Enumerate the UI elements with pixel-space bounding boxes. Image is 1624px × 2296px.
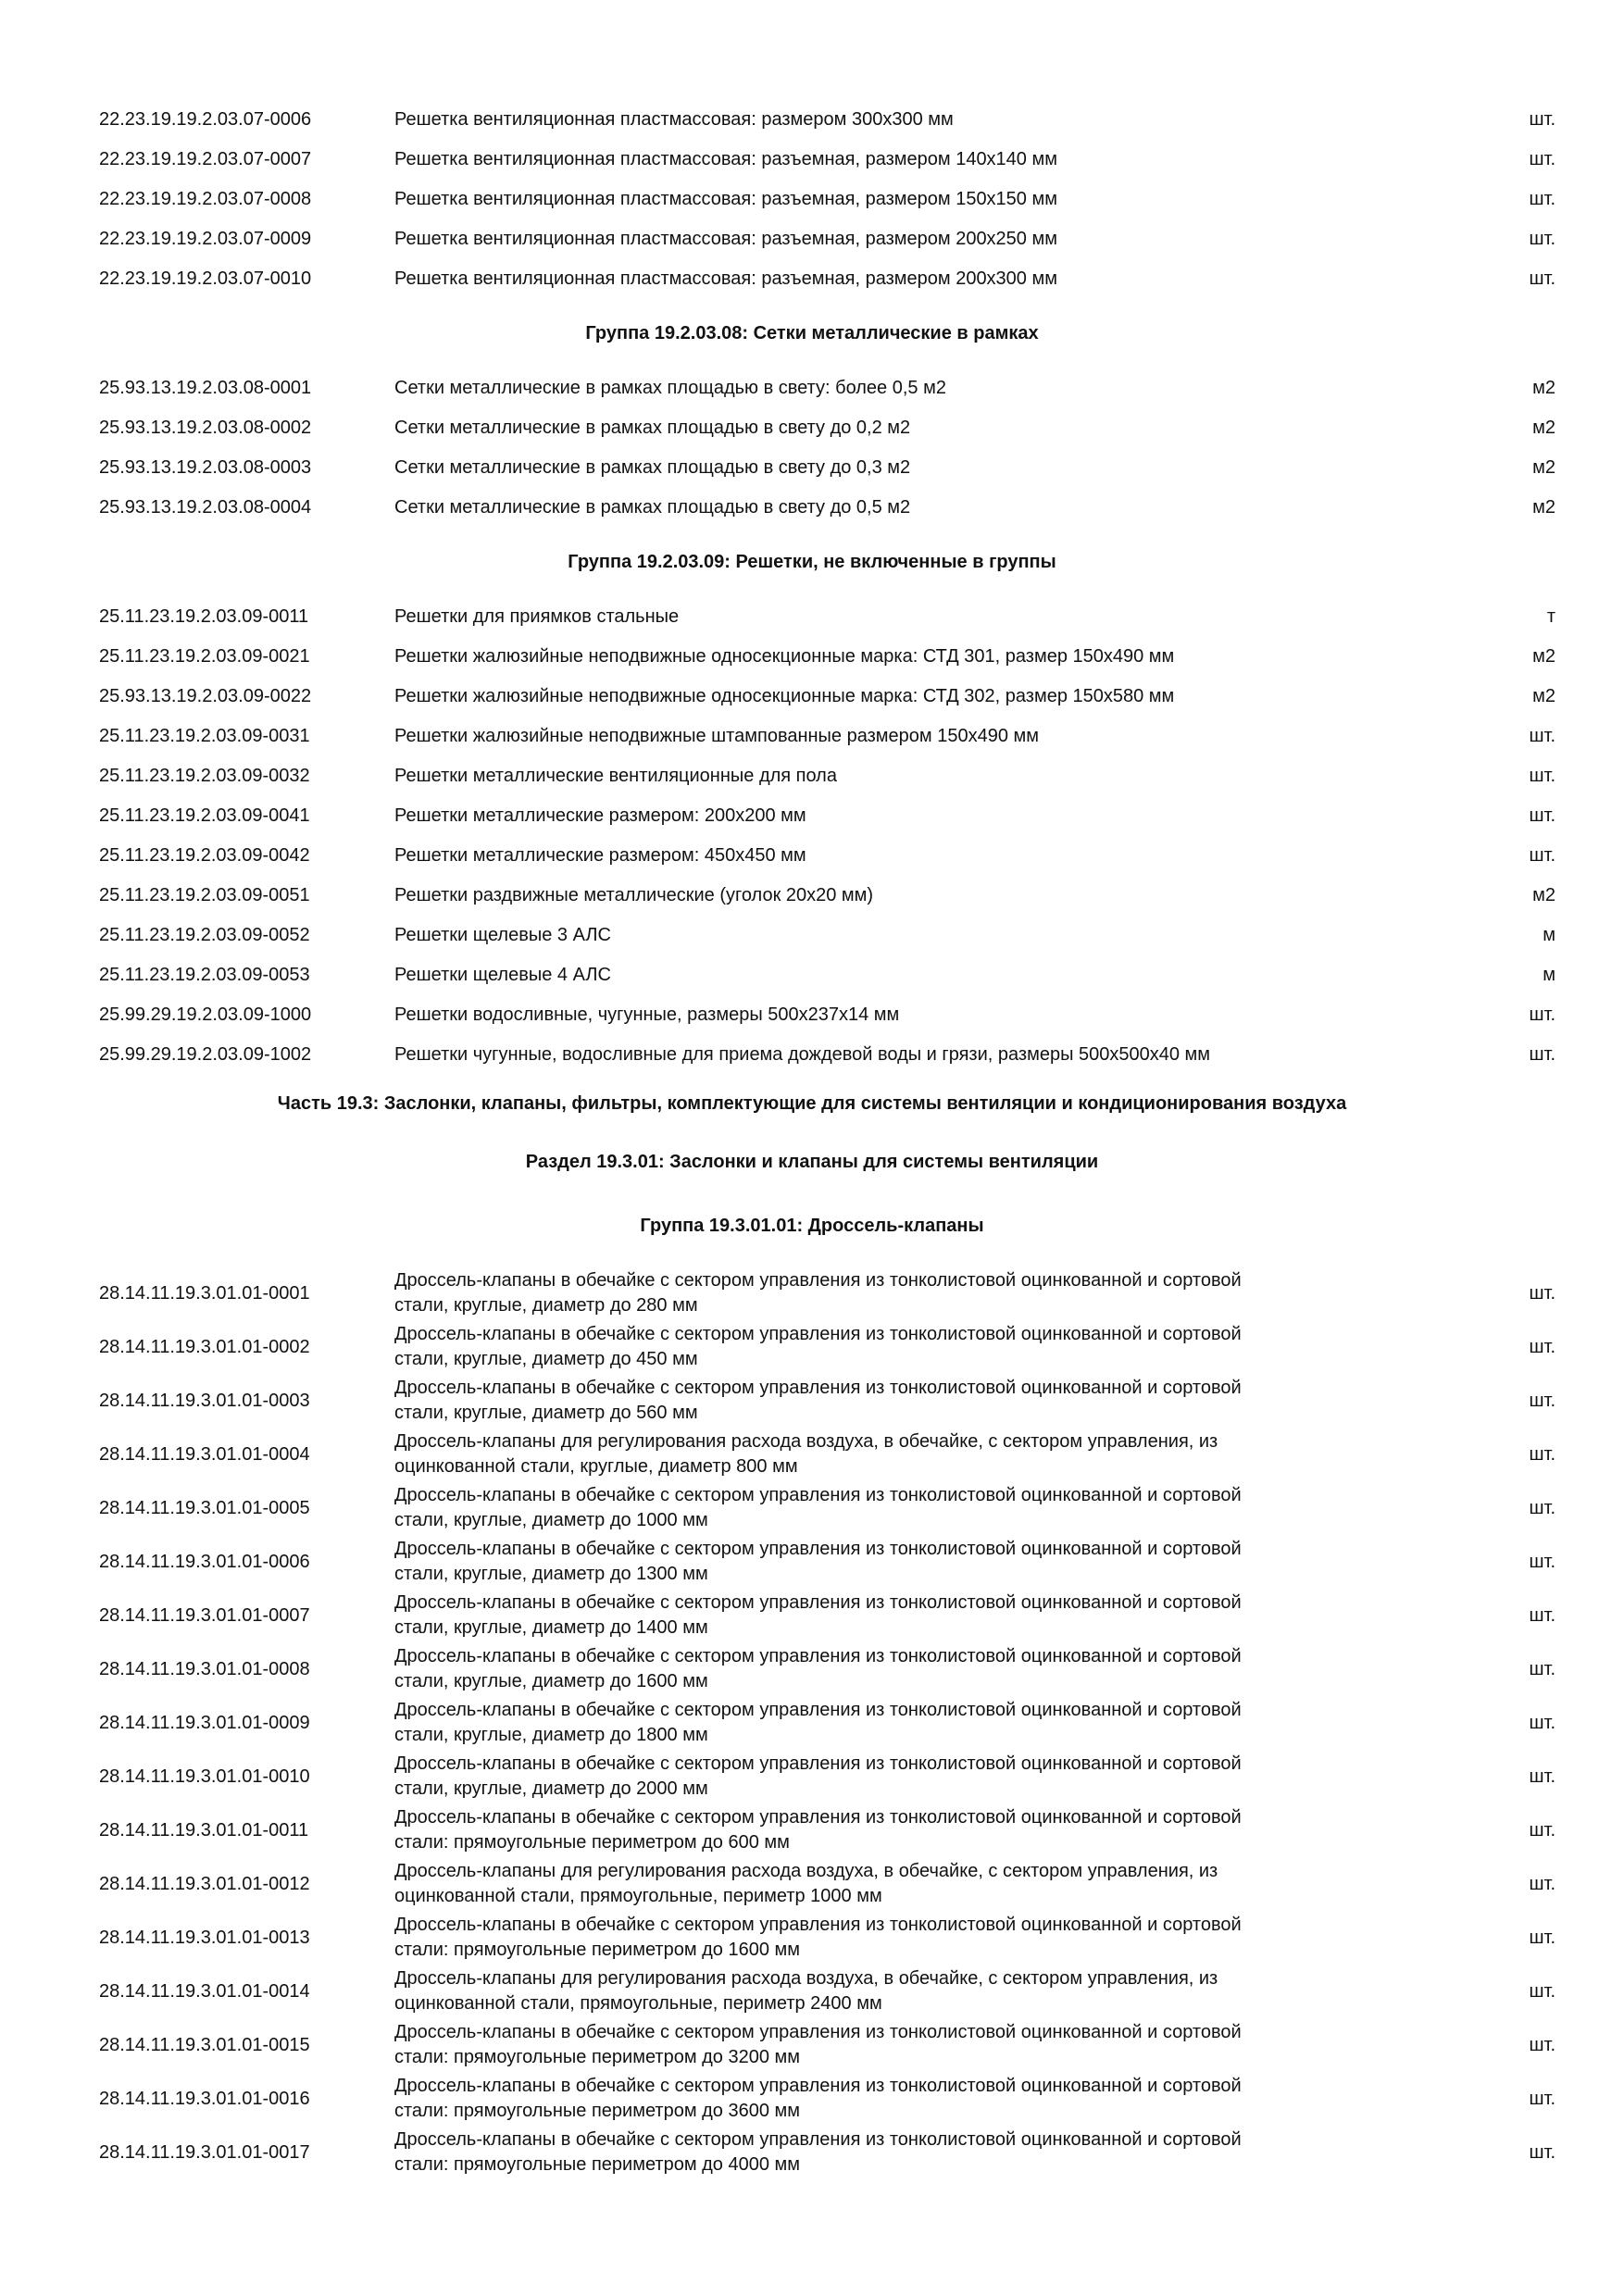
item-unit: шт. <box>1529 1497 1555 1518</box>
item-name-line2: стали: прямоугольные периметром до 1600 мм <box>394 1940 801 1960</box>
item-name-line2: стали, круглые, диаметр до 1300 мм <box>394 1564 708 1584</box>
item-unit: шт. <box>1529 229 1555 249</box>
item-unit: шт. <box>1529 1712 1555 1733</box>
item-name <box>394 1859 1376 1909</box>
item-name-line1: Дроссель-клапаны в обечайке с сектором управления из тонколистовой оцинкованной и сортовой <box>394 1485 1242 1505</box>
item-code: 22.23.19.19.2.03.07-0006 <box>99 109 312 130</box>
item-name-line1: Дроссель-клапаны в обечайке с сектором управления из тонколистовой оцинкованной и сортовой <box>394 1270 1242 1291</box>
table-row <box>0 836 1624 876</box>
item-code: 28.14.11.19.3.01.01-0014 <box>99 1980 310 2002</box>
item-code: 28.14.11.19.3.01.01-0008 <box>99 1658 310 1679</box>
item-unit: м2 <box>1532 418 1555 438</box>
item-code: 28.14.11.19.3.01.01-0002 <box>99 1336 310 1357</box>
item-code: 25.11.23.19.2.03.09-0041 <box>99 805 310 826</box>
item-unit: шт. <box>1529 1390 1555 1411</box>
item-code: 28.14.11.19.3.01.01-0009 <box>99 1712 310 1733</box>
item-unit: шт. <box>1529 726 1555 746</box>
part-heading-19-3: Часть 19.3: Заслонки, клапаны, фильтры, комплектующие для системы вентиляции и кондиционирования воздуха <box>277 1093 1347 1114</box>
item-name-line1: Дроссель-клапаны в обечайке с сектором управления из тонколистовой оцинкованной и сортовой <box>394 1753 1242 1774</box>
item-name: Решетка вентиляционная пластмассовая: разъемная, размером 150х150 мм <box>394 189 1057 209</box>
item-code: 28.14.11.19.3.01.01-0005 <box>99 1497 310 1518</box>
table-row <box>0 876 1624 916</box>
item-name-line2: оцинкованной стали, прямоугольные, периметр 2400 мм <box>394 1993 882 2014</box>
rows-block-group-19-3-01-01 <box>0 1267 1624 2179</box>
item-unit: шт. <box>1529 1873 1555 1894</box>
item-code: 25.93.13.19.2.03.09-0022 <box>99 686 312 706</box>
item-unit: м2 <box>1532 378 1555 398</box>
item-name-line1: Дроссель-клапаны для регулирования расхода воздуха, в обечайке, с сектором управления, из <box>394 1861 1218 1881</box>
item-name <box>394 1537 1376 1587</box>
item-name <box>394 1644 1376 1694</box>
table-row <box>0 955 1624 995</box>
table-row <box>0 916 1624 955</box>
item-code: 25.99.29.19.2.03.09-1002 <box>99 1044 312 1065</box>
item-code: 25.11.23.19.2.03.09-0011 <box>99 606 309 627</box>
item-code: 28.14.11.19.3.01.01-0007 <box>99 1604 310 1626</box>
rows-block-group-19-2-03-09 <box>0 597 1624 1075</box>
table-row <box>0 1428 1624 1481</box>
item-name <box>394 1913 1376 1963</box>
item-name <box>394 1591 1376 1641</box>
item-code: 28.14.11.19.3.01.01-0003 <box>99 1390 310 1411</box>
item-name <box>394 1322 1376 1372</box>
item-code: 25.99.29.19.2.03.09-1000 <box>99 1004 312 1025</box>
item-code: 25.93.13.19.2.03.08-0004 <box>99 497 312 518</box>
item-code: 28.14.11.19.3.01.01-0006 <box>99 1551 310 1572</box>
item-name-line1: Дроссель-клапаны в обечайке с сектором управления из тонколистовой оцинкованной и сортовой <box>394 1915 1242 1935</box>
item-name-line2: стали, круглые, диаметр до 1600 мм <box>394 1671 708 1691</box>
item-name-line2: оцинкованной стали, прямоугольные, периметр 1000 мм <box>394 1886 882 1906</box>
item-name: Сетки металлические в рамках площадью в свету: более 0,5 м2 <box>394 378 946 398</box>
item-name: Сетки металлические в рамках площадью в свету до 0,2 м2 <box>394 418 911 438</box>
item-unit: шт. <box>1529 149 1555 169</box>
table-row <box>0 1267 1624 1320</box>
item-name: Решетки для приямков стальные <box>394 606 680 627</box>
item-unit: шт. <box>1529 268 1555 289</box>
item-name <box>394 1376 1376 1426</box>
item-unit: м <box>1543 925 1555 945</box>
item-code: 25.11.23.19.2.03.09-0031 <box>99 726 310 746</box>
group-heading-19-2-03-08: Группа 19.2.03.08: Сетки металлические в рамках <box>585 323 1039 343</box>
item-code: 28.14.11.19.3.01.01-0011 <box>99 1819 309 1841</box>
table-row <box>0 1965 1624 2018</box>
item-name <box>394 1966 1376 2016</box>
table-row <box>0 100 1624 140</box>
item-unit: шт. <box>1529 766 1555 786</box>
item-name-line1: Дроссель-клапаны в обечайке с сектором управления из тонколистовой оцинкованной и сортовой <box>394 1539 1242 1559</box>
item-code: 25.11.23.19.2.03.09-0052 <box>99 925 310 945</box>
item-name-line1: Дроссель-клапаны для регулирования расхода воздуха, в обечайке, с сектором управления, из <box>394 1431 1218 1452</box>
item-unit: м2 <box>1532 457 1555 478</box>
item-unit: м2 <box>1532 497 1555 518</box>
item-code: 28.14.11.19.3.01.01-0016 <box>99 2088 310 2109</box>
item-name: Решетки щелевые 3 АЛС <box>394 925 611 945</box>
section-heading-19-3-01: Раздел 19.3.01: Заслонки и клапаны для системы вентиляции <box>525 1152 1099 1172</box>
item-unit: шт. <box>1529 109 1555 130</box>
item-name: Решетка вентиляционная пластмассовая: разъемная, размером 140х140 мм <box>394 149 1057 169</box>
item-unit: м2 <box>1532 686 1555 706</box>
item-name-line1: Дроссель-клапаны в обечайке с сектором управления из тонколистовой оцинкованной и сортовой <box>394 1700 1242 1720</box>
table-row <box>0 2018 1624 2072</box>
rows-block-group-19-2-03-08 <box>0 368 1624 528</box>
item-name: Решетки металлические вентиляционные для пола <box>394 766 837 786</box>
item-code: 25.11.23.19.2.03.09-0053 <box>99 965 310 985</box>
table-row <box>0 180 1624 219</box>
item-name-line2: стали, круглые, диаметр до 280 мм <box>394 1295 698 1316</box>
item-code: 22.23.19.19.2.03.07-0008 <box>99 189 312 209</box>
table-row <box>0 677 1624 717</box>
item-name-line1: Дроссель-клапаны для регулирования расхода воздуха, в обечайке, с сектором управления, из <box>394 1968 1218 1989</box>
item-name <box>394 1268 1376 1318</box>
rows-block-group-19-2-03-07 <box>0 100 1624 299</box>
group-heading-19-2-03-09: Группа 19.2.03.09: Решетки, не включенные в группы <box>568 552 1056 572</box>
item-name-line2: стали: прямоугольные периметром до 4000 мм <box>394 2154 801 2175</box>
item-name-line2: оцинкованной стали, круглые, диаметр 800 мм <box>394 1456 798 1477</box>
item-code: 28.14.11.19.3.01.01-0004 <box>99 1443 310 1465</box>
table-row <box>0 1911 1624 1965</box>
table-row <box>0 1750 1624 1803</box>
item-name-line1: Дроссель-клапаны в обечайке с сектором управления из тонколистовой оцинкованной и сортовой <box>394 2076 1242 2096</box>
item-name-line1: Дроссель-клапаны в обечайке с сектором управления из тонколистовой оцинкованной и сортовой <box>394 1646 1242 1666</box>
item-code: 22.23.19.19.2.03.07-0009 <box>99 229 312 249</box>
table-row <box>0 140 1624 180</box>
item-name-line1: Дроссель-клапаны в обечайке с сектором управления из тонколистовой оцинкованной и сортовой <box>394 1807 1242 1828</box>
item-name <box>394 1805 1376 1855</box>
table-row <box>0 1535 1624 1589</box>
item-unit: т <box>1546 606 1555 627</box>
item-unit: шт. <box>1529 1336 1555 1357</box>
item-name <box>394 1429 1376 1479</box>
table-row <box>0 796 1624 836</box>
item-name <box>394 1698 1376 1748</box>
item-code: 28.14.11.19.3.01.01-0001 <box>99 1282 310 1304</box>
item-unit: шт. <box>1529 1044 1555 1065</box>
item-name-line2: стали: прямоугольные периметром до 600 мм <box>394 1832 790 1853</box>
item-name <box>394 1483 1376 1533</box>
table-row <box>0 488 1624 528</box>
table-row <box>0 2126 1624 2179</box>
item-unit: м2 <box>1532 646 1555 667</box>
item-unit: шт. <box>1529 1927 1555 1948</box>
item-name: Решетки металлические размером: 200х200 мм <box>394 805 806 826</box>
item-name <box>394 1752 1376 1802</box>
table-row <box>0 259 1624 299</box>
item-unit: шт. <box>1529 1551 1555 1572</box>
table-row <box>0 717 1624 756</box>
item-code: 25.93.13.19.2.03.08-0003 <box>99 457 312 478</box>
item-name-line2: стали: прямоугольные периметром до 3600 мм <box>394 2101 801 2121</box>
item-name-line1: Дроссель-клапаны в обечайке с сектором управления из тонколистовой оцинкованной и сортовой <box>394 1378 1242 1398</box>
item-unit: шт. <box>1529 805 1555 826</box>
item-name-line2: стали, круглые, диаметр до 1800 мм <box>394 1725 708 1745</box>
item-name <box>394 2128 1376 2177</box>
item-code: 28.14.11.19.3.01.01-0015 <box>99 2034 310 2055</box>
item-name-line2: стали, круглые, диаметр до 1000 мм <box>394 1510 708 1530</box>
item-unit: шт. <box>1529 1443 1555 1465</box>
item-name: Решетки жалюзийные неподвижные штампованные размером 150х490 мм <box>394 726 1040 746</box>
item-name-line1: Дроссель-клапаны в обечайке с сектором управления из тонколистовой оцинкованной и сортовой <box>394 2022 1242 2042</box>
item-unit: шт. <box>1529 845 1555 866</box>
table-row <box>0 597 1624 637</box>
item-name <box>394 2074 1376 2124</box>
item-unit: шт. <box>1529 1766 1555 1787</box>
item-name: Решетки металлические размером: 450х450 мм <box>394 845 806 866</box>
table-row <box>0 637 1624 677</box>
item-name-line1: Дроссель-клапаны в обечайке с сектором управления из тонколистовой оцинкованной и сортовой <box>394 1592 1242 1613</box>
item-name: Решетки жалюзийные неподвижные односекционные марка: СТД 302, размер 150х580 мм <box>394 686 1175 706</box>
table-row <box>0 1320 1624 1374</box>
item-code: 22.23.19.19.2.03.07-0010 <box>99 268 312 289</box>
item-code: 25.11.23.19.2.03.09-0032 <box>99 766 310 786</box>
item-code: 25.93.13.19.2.03.08-0002 <box>99 418 312 438</box>
table-row <box>0 1696 1624 1750</box>
item-name: Решетки чугунные, водосливные для приема дождевой воды и грязи, размеры 500х500х40 мм <box>394 1044 1211 1065</box>
item-name: Решетка вентиляционная пластмассовая: разъемная, размером 200х250 мм <box>394 229 1057 249</box>
document-page <box>0 100 1624 2179</box>
item-unit: шт. <box>1529 1004 1555 1025</box>
item-name: Решетки водосливные, чугунные, размеры 500х237х14 мм <box>394 1004 900 1025</box>
item-name-line2: стали, круглые, диаметр до 450 мм <box>394 1349 698 1369</box>
table-row <box>0 1035 1624 1075</box>
group-heading-19-3-01-01: Группа 19.3.01.01: Дроссель-клапаны <box>640 1216 984 1236</box>
table-row <box>0 756 1624 796</box>
item-code: 25.11.23.19.2.03.09-0021 <box>99 646 310 667</box>
item-unit: шт. <box>1529 1658 1555 1679</box>
table-row <box>0 1374 1624 1428</box>
item-code: 28.14.11.19.3.01.01-0013 <box>99 1927 310 1948</box>
table-row <box>0 995 1624 1035</box>
item-unit: шт. <box>1529 1282 1555 1304</box>
table-row <box>0 2072 1624 2126</box>
item-name-line2: стали, круглые, диаметр до 1400 мм <box>394 1617 708 1638</box>
item-name: Решетки жалюзийные неподвижные односекционные марка: СТД 301, размер 150х490 мм <box>394 646 1175 667</box>
table-row <box>0 408 1624 448</box>
table-row <box>0 1481 1624 1535</box>
item-unit: м2 <box>1532 885 1555 905</box>
item-unit: м <box>1543 965 1555 985</box>
item-name: Сетки металлические в рамках площадью в свету до 0,3 м2 <box>394 457 911 478</box>
item-code: 28.14.11.19.3.01.01-0012 <box>99 1873 310 1894</box>
item-name: Решетки щелевые 4 АЛС <box>394 965 611 985</box>
item-name <box>394 2020 1376 2070</box>
item-unit: шт. <box>1529 189 1555 209</box>
item-name-line2: стали: прямоугольные периметром до 3200 мм <box>394 2047 801 2067</box>
item-name-line1: Дроссель-клапаны в обечайке с сектором управления из тонколистовой оцинкованной и сортовой <box>394 1324 1242 1344</box>
item-unit: шт. <box>1529 2034 1555 2055</box>
item-name: Решетка вентиляционная пластмассовая: размером 300х300 мм <box>394 109 954 130</box>
item-name: Сетки металлические в рамках площадью в свету до 0,5 м2 <box>394 497 911 518</box>
table-row <box>0 1642 1624 1696</box>
item-name-line1: Дроссель-клапаны в обечайке с сектором управления из тонколистовой оцинкованной и сортовой <box>394 2129 1242 2150</box>
item-code: 28.14.11.19.3.01.01-0017 <box>99 2141 310 2163</box>
item-unit: шт. <box>1529 2088 1555 2109</box>
item-code: 25.11.23.19.2.03.09-0051 <box>99 885 310 905</box>
item-name: Решетки раздвижные металлические (уголок 20х20 мм) <box>394 885 874 905</box>
item-code: 28.14.11.19.3.01.01-0010 <box>99 1766 310 1787</box>
item-code: 25.11.23.19.2.03.09-0042 <box>99 845 310 866</box>
table-row <box>0 448 1624 488</box>
item-unit: шт. <box>1529 1980 1555 2002</box>
item-name-line2: стали, круглые, диаметр до 2000 мм <box>394 1778 708 1799</box>
item-code: 22.23.19.19.2.03.07-0007 <box>99 149 312 169</box>
item-name: Решетка вентиляционная пластмассовая: разъемная, размером 200х300 мм <box>394 268 1057 289</box>
table-row <box>0 219 1624 259</box>
item-name-line2: стали, круглые, диаметр до 560 мм <box>394 1403 698 1423</box>
item-unit: шт. <box>1529 1604 1555 1626</box>
item-code: 25.93.13.19.2.03.08-0001 <box>99 378 312 398</box>
item-unit: шт. <box>1529 1819 1555 1841</box>
table-row <box>0 1803 1624 1857</box>
table-row <box>0 1857 1624 1911</box>
table-row <box>0 368 1624 408</box>
table-row <box>0 1589 1624 1642</box>
item-unit: шт. <box>1529 2141 1555 2163</box>
